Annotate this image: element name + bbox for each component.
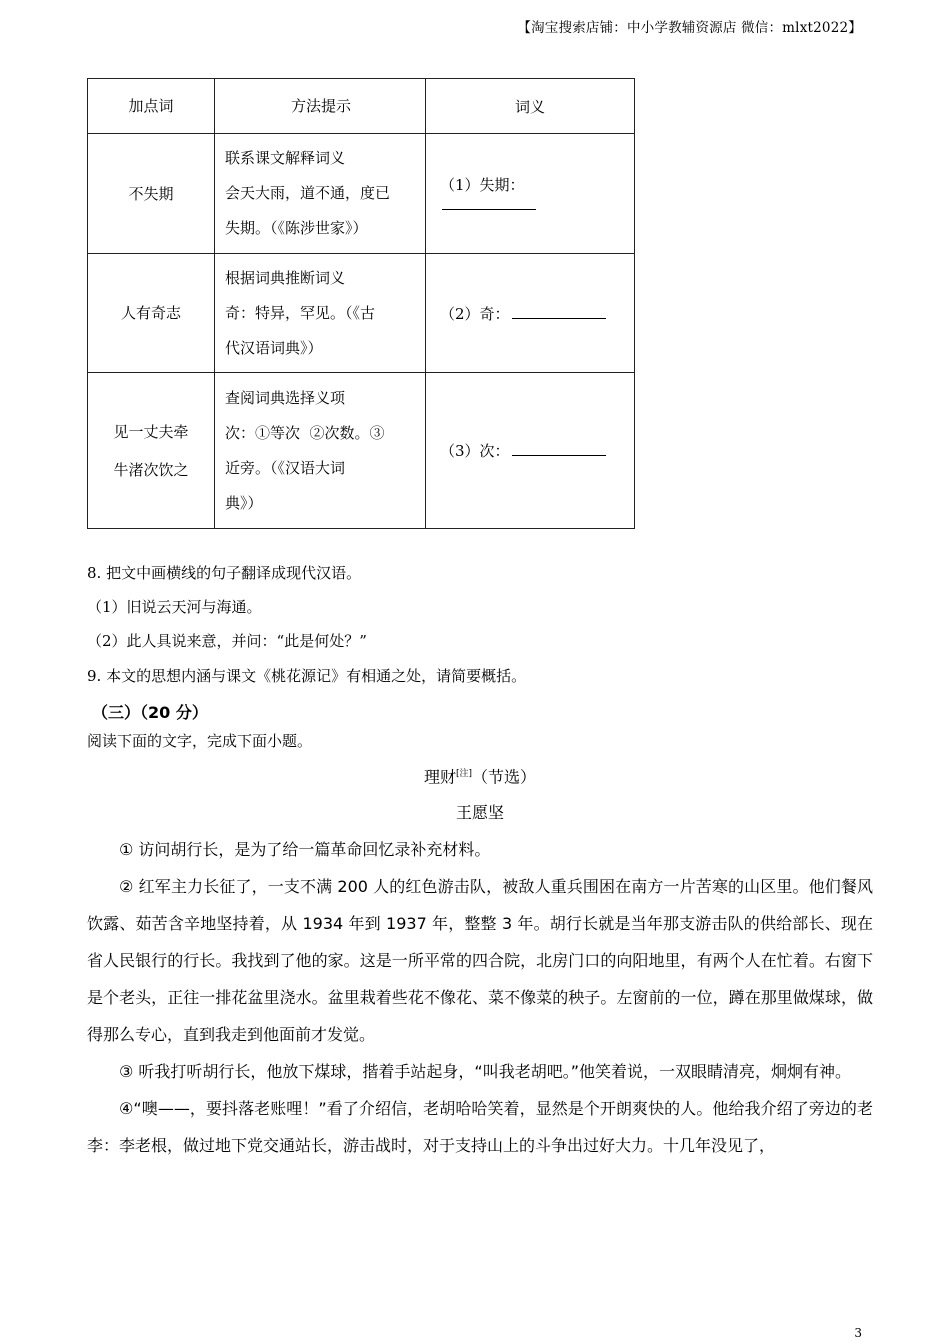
table-row — [88, 134, 635, 254]
word-line: 人有奇志 — [120, 304, 181, 322]
answer-cell — [426, 373, 635, 529]
method-line: 会天大雨，道不通，度已 — [225, 184, 391, 202]
word-cell — [88, 373, 215, 529]
answer-cell — [426, 134, 635, 254]
story-title-note: [注] — [455, 769, 473, 779]
method-line: 联系课文解释词义 — [225, 149, 346, 167]
table-header-row — [88, 79, 635, 134]
question-8-2: （2）此人具说来意，并问：“此是何处？” — [87, 632, 367, 650]
table-row — [88, 373, 635, 529]
story-author: 王愿坚 — [455, 803, 504, 823]
story-paragraph: ③ 听我打听胡行长，他放下煤球，揩着手站起身，“叫我老胡吧。”他笑着说，一双眼睛清亮，炯炯有神。 — [119, 1062, 852, 1082]
method-line: 根据词典推断词义 — [225, 268, 346, 287]
word-line: 牛渚次饮之 — [113, 460, 189, 479]
question-8-1: （1）旧说云天河与海通。 — [87, 598, 262, 616]
story-title-suffix: （节选） — [472, 767, 537, 787]
answer-cell — [426, 254, 635, 373]
page-number: 3 — [854, 1326, 862, 1340]
answer-label: （1）失期： — [440, 175, 525, 194]
story-paragraph: ① 访问胡行长，是为了给一篇革命回忆录补充材料。 — [119, 840, 491, 860]
answer-label: （2）奇： — [440, 304, 510, 323]
answer-blank[interactable] — [442, 195, 536, 210]
section-instruction: 阅读下面的文字，完成下面小题。 — [87, 732, 313, 750]
method-line: 代汉语词典》） — [225, 338, 323, 357]
table-header-meaning: 词义 — [426, 79, 635, 134]
method-line: 次：①等次 ②次数。③ — [225, 423, 385, 442]
story-excerpt — [87, 756, 873, 1164]
word-line: 不失期 — [128, 184, 174, 203]
method-line: 奇：特异，罕见。（《古 — [225, 303, 376, 322]
story-paragraph: ④“噢——，要抖落老账哩！”看了介绍信，老胡哈哈笑着，显然是个开朗爽快的人。他给我介绍了旁边的老李：李老根，做过地下党交通站长，游击战时，对于支持山上的斗争出过好大力。十几年没见了， — [87, 1099, 873, 1156]
word-line: 见一丈夫牵 — [113, 422, 189, 441]
method-cell — [215, 373, 426, 529]
table-header-word: 加点词 — [88, 79, 215, 134]
method-line: 典》） — [225, 493, 263, 512]
story-title-text: 理财 — [423, 767, 456, 787]
method-line: 失期。（《陈涉世家》） — [225, 219, 368, 237]
question-9: 9. 本文的思想内涵与课文《桃花源记》有相通之处，请简要概括。 — [87, 667, 527, 685]
story-paragraph: ② 红军主力长征了，一支不满 200 人的红色游击队，被敌人重兵围困在南方一片苦寒的山区里。他们餐风饮露、茹苦含辛地坚持着，从 1934 年到 1937 年，整整 3 年。胡行长就是当年那支游击队的供给部长、现在省人民银行的行长。我找到了他的家。这是一所平常的四合院，北房门口的向阳地里，有两个人在忙着。右窗下是个老头，正往一排花盆里浇水。盆里栽着些花不像花、菜不像菜的秧子。左窗前的一位，蹲在那里做煤球，做得那么专心，直到我走到他面前才发觉。 — [87, 877, 873, 1045]
method-line: 查阅词典选择义项 — [225, 388, 346, 407]
section-title: （三）（20 分） — [92, 703, 208, 722]
story-title — [87, 756, 873, 795]
question-8: 8. 把文中画横线的句子翻译成现代汉语。 — [87, 564, 362, 582]
word-cell — [88, 254, 215, 373]
page-header: 【淘宝搜索店铺：中小学教辅资源店 微信：mlxt2022】 — [517, 20, 862, 36]
table-header-method: 方法提示 — [215, 79, 426, 134]
word-meaning-table — [87, 78, 635, 529]
method-cell — [215, 134, 426, 254]
answer-blank[interactable] — [512, 304, 606, 319]
answer-label: （3）次： — [440, 442, 510, 460]
answer-blank[interactable] — [512, 441, 606, 456]
method-cell — [215, 254, 426, 373]
method-line: 近旁。（《汉语大词 — [225, 458, 346, 477]
table-row — [88, 254, 635, 373]
word-cell — [88, 134, 215, 254]
